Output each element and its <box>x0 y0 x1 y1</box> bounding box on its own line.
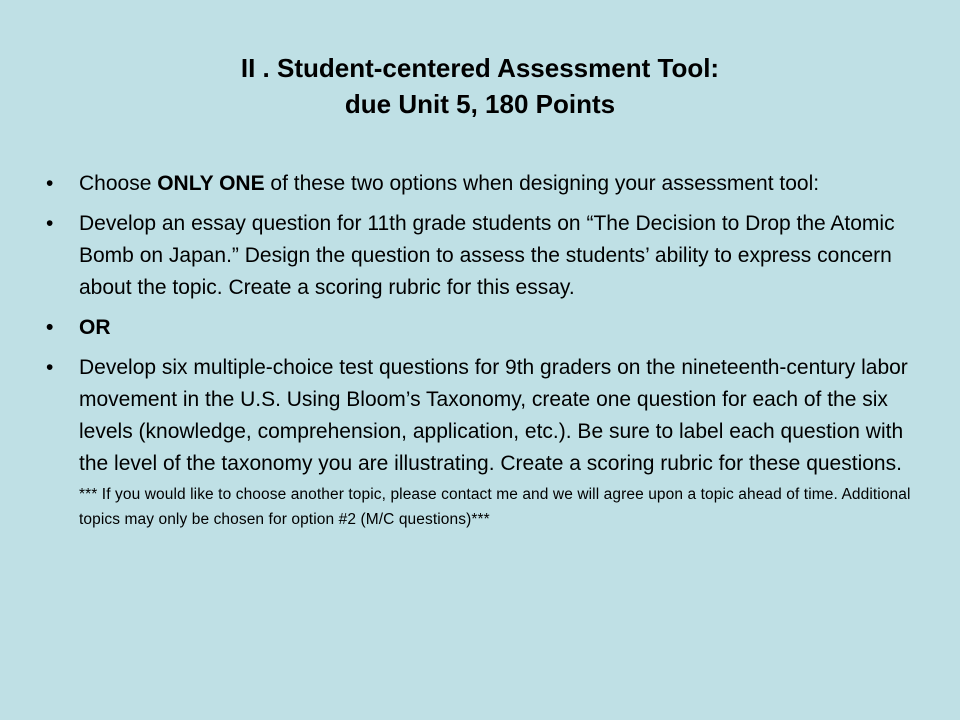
bullet-icon: • <box>46 172 54 195</box>
title-line-1: II . Student-centered Assessment Tool: <box>240 53 720 83</box>
bullet-icon: • <box>46 212 54 235</box>
bullet-icon: • <box>46 316 54 339</box>
bullet-or <box>46 312 926 344</box>
choose-text-post: of these two options when designing your assessment tool: <box>264 172 820 195</box>
or-text: OR <box>79 316 111 339</box>
title-line-2: due Unit 5, 180 Points <box>344 89 616 119</box>
choose-text-pre: Choose <box>79 172 158 195</box>
topic-note: *** If you would like to choose another topic, please contact me and we will agree upon a topic ahead of time. Additional topics may only be chosen for option #2 (M/C questions)*** <box>79 486 911 528</box>
bullet-essay-option <box>46 208 926 304</box>
bullet-mc-option <box>46 352 926 532</box>
choose-text-emphasis: ONLY ONE <box>157 172 265 195</box>
essay-option-text: Develop an essay question for 11th grade students on “The Decision to Drop the Atomic Bomb on Japan.” Design the question to assess the students’ ability to express concern about the topic. Create a scoring rubric for this essay. <box>79 212 895 299</box>
bullet-choose-option <box>46 168 926 200</box>
mc-option-text: Develop six multiple-choice test questions for 9th graders on the nineteenth-century labor movement in the U.S. Using Bloom’s Taxonomy, create one question for each of the six levels (knowledge, comprehension, application, etc.). Be sure to label each question with the level of the taxonomy you are illustrating. Create a scoring rubric for these questions. <box>79 356 908 475</box>
bullet-list <box>46 168 926 540</box>
bullet-icon: • <box>46 356 54 379</box>
slide-title <box>0 50 960 122</box>
